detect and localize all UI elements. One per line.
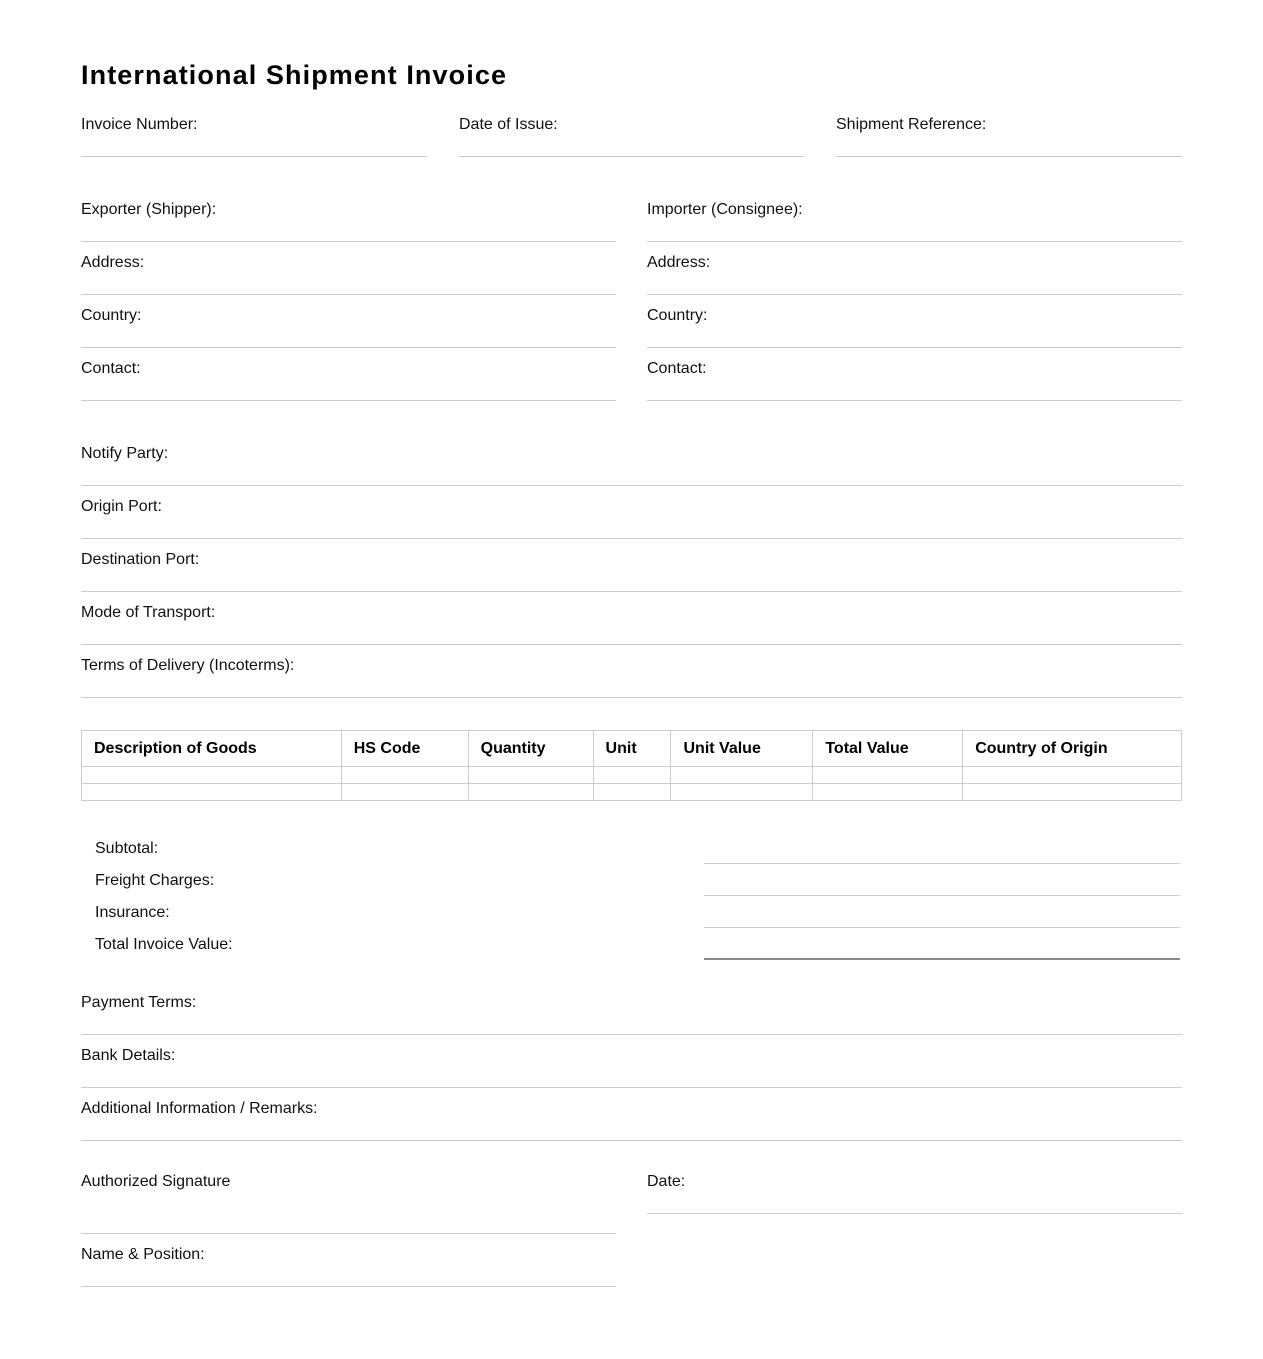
goods-table xyxy=(81,730,1182,801)
subtotal-line[interactable] xyxy=(704,863,1180,864)
table-cell[interactable] xyxy=(82,784,342,801)
shipment-reference-field[interactable] xyxy=(836,116,1182,158)
bank-details-label: Bank Details: xyxy=(81,1047,176,1064)
terms-of-delivery-line xyxy=(81,697,1182,698)
importer-country-field[interactable] xyxy=(647,307,1182,349)
column-header-quantity: Quantity xyxy=(468,731,593,767)
total-invoice-value-line[interactable] xyxy=(704,958,1180,960)
exporter-address-field[interactable] xyxy=(81,254,616,296)
table-cell[interactable] xyxy=(593,767,671,784)
table-cell[interactable] xyxy=(468,767,593,784)
bank-details-line xyxy=(81,1087,1182,1088)
signature-date-line xyxy=(647,1213,1182,1214)
invoice-number-label: Invoice Number: xyxy=(81,116,198,133)
remarks-label: Additional Information / Remarks: xyxy=(81,1100,318,1117)
exporter-contact-field[interactable] xyxy=(81,360,616,402)
destination-port-field[interactable] xyxy=(81,551,1182,593)
bank-details-field[interactable] xyxy=(81,1047,1182,1089)
exporter-contact-label: Contact: xyxy=(81,360,141,377)
authorized-signature-label: Authorized Signature xyxy=(81,1173,231,1190)
importer-country-label: Country: xyxy=(647,307,708,324)
date-of-issue-line xyxy=(459,156,804,157)
table-cell[interactable] xyxy=(963,784,1182,801)
column-header-description: Description of Goods xyxy=(82,731,342,767)
destination-port-label: Destination Port: xyxy=(81,551,200,568)
payment-terms-field[interactable] xyxy=(81,994,1182,1036)
exporter-address-label: Address: xyxy=(81,254,145,271)
signature-date-label: Date: xyxy=(647,1173,686,1190)
invoice-number-field[interactable] xyxy=(81,116,427,158)
mode-of-transport-field[interactable] xyxy=(81,604,1182,646)
freight-charges-label: Freight Charges: xyxy=(95,872,215,889)
exporter-name-label: Exporter (Shipper): xyxy=(81,201,217,218)
column-header-unit-value: Unit Value xyxy=(671,731,813,767)
importer-address-label: Address: xyxy=(647,254,711,271)
table-cell[interactable] xyxy=(593,784,671,801)
freight-charges-line[interactable] xyxy=(704,895,1180,896)
name-position-field[interactable] xyxy=(81,1246,616,1288)
table-cell[interactable] xyxy=(341,767,468,784)
column-header-total-value: Total Value xyxy=(813,731,963,767)
importer-contact-field[interactable] xyxy=(647,360,1182,402)
insurance-line[interactable] xyxy=(704,927,1180,928)
importer-name-line xyxy=(647,241,1182,242)
shipment-reference-line xyxy=(836,156,1182,157)
mode-of-transport-label: Mode of Transport: xyxy=(81,604,216,621)
table-cell[interactable] xyxy=(82,767,342,784)
origin-port-label: Origin Port: xyxy=(81,498,162,515)
column-header-hs-code: HS Code xyxy=(341,731,468,767)
exporter-name-field[interactable] xyxy=(81,201,616,243)
origin-port-field[interactable] xyxy=(81,498,1182,540)
importer-name-field[interactable] xyxy=(647,201,1182,243)
column-header-unit: Unit xyxy=(593,731,671,767)
payment-terms-label: Payment Terms: xyxy=(81,994,197,1011)
notify-party-line xyxy=(81,485,1182,486)
invoice-number-line xyxy=(81,156,427,157)
total-invoice-value-label: Total Invoice Value: xyxy=(95,936,233,953)
table-cell[interactable] xyxy=(671,767,813,784)
terms-of-delivery-field[interactable] xyxy=(81,657,1182,699)
table-row xyxy=(82,784,1182,801)
terms-of-delivery-label: Terms of Delivery (Incoterms): xyxy=(81,657,295,674)
shipment-reference-label: Shipment Reference: xyxy=(836,116,987,133)
remarks-field[interactable] xyxy=(81,1100,1182,1142)
table-cell[interactable] xyxy=(341,784,468,801)
importer-address-field[interactable] xyxy=(647,254,1182,296)
importer-address-line xyxy=(647,294,1182,295)
exporter-address-line xyxy=(81,294,616,295)
table-cell[interactable] xyxy=(813,767,963,784)
name-position-line xyxy=(81,1286,616,1287)
exporter-country-line xyxy=(81,347,616,348)
importer-contact-label: Contact: xyxy=(647,360,707,377)
importer-name-label: Importer (Consignee): xyxy=(647,201,803,218)
authorized-signature-field[interactable] xyxy=(81,1173,616,1235)
notify-party-label: Notify Party: xyxy=(81,445,169,462)
exporter-contact-line xyxy=(81,400,616,401)
origin-port-line xyxy=(81,538,1182,539)
date-of-issue-field[interactable] xyxy=(459,116,804,158)
table-cell[interactable] xyxy=(963,767,1182,784)
importer-country-line xyxy=(647,347,1182,348)
authorized-signature-line xyxy=(81,1233,616,1234)
goods-table-header xyxy=(82,731,1182,767)
signature-date-field[interactable] xyxy=(647,1173,1182,1215)
insurance-label: Insurance: xyxy=(95,904,170,921)
payment-terms-line xyxy=(81,1034,1182,1035)
importer-contact-line xyxy=(647,400,1182,401)
table-cell[interactable] xyxy=(813,784,963,801)
table-cell[interactable] xyxy=(468,784,593,801)
subtotal-label: Subtotal: xyxy=(95,840,159,857)
date-of-issue-label: Date of Issue: xyxy=(459,116,558,133)
destination-port-line xyxy=(81,591,1182,592)
remarks-line xyxy=(81,1140,1182,1141)
notify-party-field[interactable] xyxy=(81,445,1182,487)
name-position-label: Name & Position: xyxy=(81,1246,205,1263)
mode-of-transport-line xyxy=(81,644,1182,645)
table-row xyxy=(82,767,1182,784)
table-cell[interactable] xyxy=(671,784,813,801)
exporter-country-field[interactable] xyxy=(81,307,616,349)
column-header-country-of-origin: Country of Origin xyxy=(963,731,1182,767)
page-title: International Shipment Invoice xyxy=(81,60,508,90)
exporter-country-label: Country: xyxy=(81,307,142,324)
exporter-name-line xyxy=(81,241,616,242)
